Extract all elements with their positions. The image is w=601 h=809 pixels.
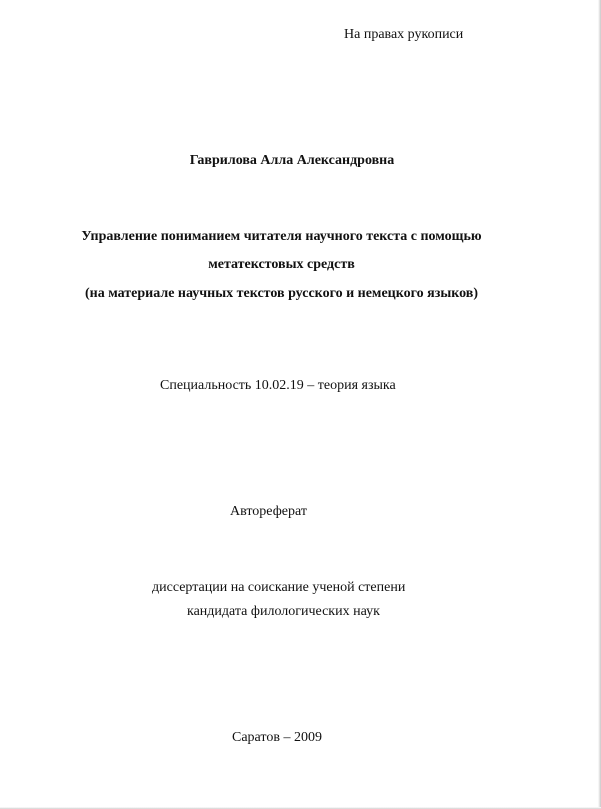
city-year: Саратов – 2009	[232, 730, 322, 745]
title-line-3: (на материале научных текстов русского и немецкого языков)	[84, 286, 479, 301]
document-type-label: Автореферат	[230, 504, 307, 519]
specialty-text: Специальность 10.02.19 – теория языка	[160, 378, 396, 393]
degree-line-2: кандидата филологических наук	[187, 604, 380, 619]
author-name: Гаврилова Алла Александровна	[189, 153, 395, 168]
title-line-1: Управление пониманием читателя научного текста с помощью	[81, 229, 482, 244]
rights-notice: На правах рукописи	[344, 27, 464, 42]
title-line-2: метатекстовых средств	[208, 257, 355, 272]
degree-line-1: диссертации на соискание ученой степени	[152, 580, 406, 595]
